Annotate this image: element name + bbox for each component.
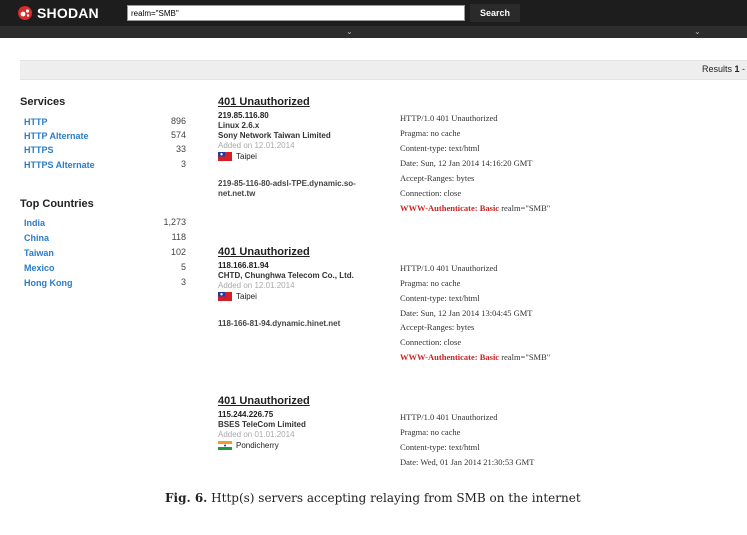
top-countries-heading: Top Countries [20,198,94,210]
auth-header-value: realm="SMB" [499,203,551,213]
header-line: Accept-Ranges: bytes [400,173,475,183]
taiwan-flag-icon [218,292,232,301]
country-item[interactable] [24,218,186,232]
service-link[interactable]: HTTP Alternate [24,131,89,141]
header-line: Content-type: text/html [400,442,480,452]
header-line: Accept-Ranges: bytes [400,322,475,332]
result-os: Linux 2.6.x [218,121,260,130]
country-item[interactable] [24,248,186,262]
figure-caption-text: Http(s) servers accepting relaying from SMB on the internet [207,491,581,505]
auth-header-value: realm="SMB" [499,352,551,362]
service-count: 33 [175,144,186,154]
header-line: HTTP/1.0 401 Unauthorized [400,263,498,273]
result-location [218,441,279,450]
country-item[interactable] [24,233,186,247]
country-item[interactable] [24,263,186,277]
figure-label: Fig. 6. [165,491,208,505]
country-count: 1,273 [163,217,186,227]
header-line: Content-type: text/html [400,143,480,153]
result-org: Sony Network Taiwan Limited [218,131,331,140]
sub-navigation-bar [0,26,747,38]
result-hostname: 118-166-81-94.dynamic.hinet.net [218,319,341,328]
country-link[interactable]: India [24,218,46,228]
service-item[interactable] [24,131,186,145]
result-ip[interactable]: 115.244.226.75 [218,410,274,419]
service-item[interactable] [24,145,186,159]
auth-header-line [400,203,550,213]
country-count: 118 [171,232,186,242]
country-link[interactable]: Hong Kong [24,278,73,288]
header-line: Pragma: no cache [400,128,461,138]
services-heading: Services [20,96,66,108]
auth-header-key: WWW-Authenticate: Basic [400,203,500,213]
result-added-date: Added on 12.01.2014 [218,281,295,290]
result-ip[interactable]: 219.85.116.80 [218,111,269,120]
result-location [218,292,257,301]
india-flag-icon [218,441,232,450]
header-line: Content-type: text/html [400,293,480,303]
service-count: 574 [170,130,186,140]
result-city: Pondicherry [236,441,279,450]
country-item[interactable] [24,278,186,292]
result-org: BSES TeleCom Limited [218,420,306,429]
header-line: Date: Wed, 01 Jan 2014 21:30:53 GMT [400,457,535,467]
header-line: Connection: close [400,337,462,347]
result-city: Taipei [236,152,257,161]
country-link[interactable]: Mexico [24,263,55,273]
result-title-link[interactable]: 401 Unauthorized [218,246,310,258]
service-item[interactable] [24,160,186,174]
country-link[interactable]: Taiwan [24,248,54,258]
result-ip[interactable]: 118.166.81.94 [218,261,269,270]
result-title-link[interactable]: 401 Unauthorized [218,96,310,108]
result-org: CHTD, Chunghwa Telecom Co., Ltd. [218,271,354,280]
service-link[interactable]: HTTPS Alternate [24,160,95,170]
result-city: Taipei [236,292,257,301]
results-bar [20,60,747,80]
taiwan-flag-icon [218,152,232,161]
top-navigation-bar [0,0,747,26]
country-count: 5 [180,262,186,272]
figure-caption [165,491,581,505]
country-count: 3 [180,277,186,287]
result-title-link[interactable]: 401 Unauthorized [218,395,310,407]
service-item[interactable] [24,117,186,131]
header-line: Pragma: no cache [400,278,461,288]
chevron-down-icon[interactable]: ⌄ [346,27,353,36]
shodan-logo-icon [17,5,33,21]
service-link[interactable]: HTTPS [24,145,54,155]
service-link[interactable]: HTTP [24,117,48,127]
shodan-logo[interactable] [17,3,99,23]
chevron-down-icon[interactable]: ⌄ [694,27,701,36]
results-count: Results 1 - [701,64,745,74]
result-hostname: 219-85-116-80-adsl-TPE.dynamic.so-net.net.tw [218,179,356,198]
header-line: Connection: close [400,188,462,198]
header-line: Pragma: no cache [400,427,461,437]
header-line: HTTP/1.0 401 Unauthorized [400,412,498,422]
result-location [218,152,257,161]
service-count: 3 [180,159,186,169]
result-added-date: Added on 01.01.2014 [218,430,295,439]
header-line: HTTP/1.0 401 Unauthorized [400,113,498,123]
country-link[interactable]: China [24,233,50,243]
result-added-date: Added on 12.01.2014 [218,141,295,150]
auth-header-line [400,352,550,362]
search-button[interactable]: Search [470,4,520,22]
auth-header-key: WWW-Authenticate: Basic [400,352,500,362]
header-line: Date: Sun, 12 Jan 2014 14:16:20 GMT [400,158,533,168]
logo-text: SHODAN [37,5,99,21]
header-line: Date: Sun, 12 Jan 2014 13:04:45 GMT [400,308,533,318]
country-count: 102 [170,247,186,257]
search-input[interactable] [127,5,465,21]
service-count: 896 [170,116,186,126]
